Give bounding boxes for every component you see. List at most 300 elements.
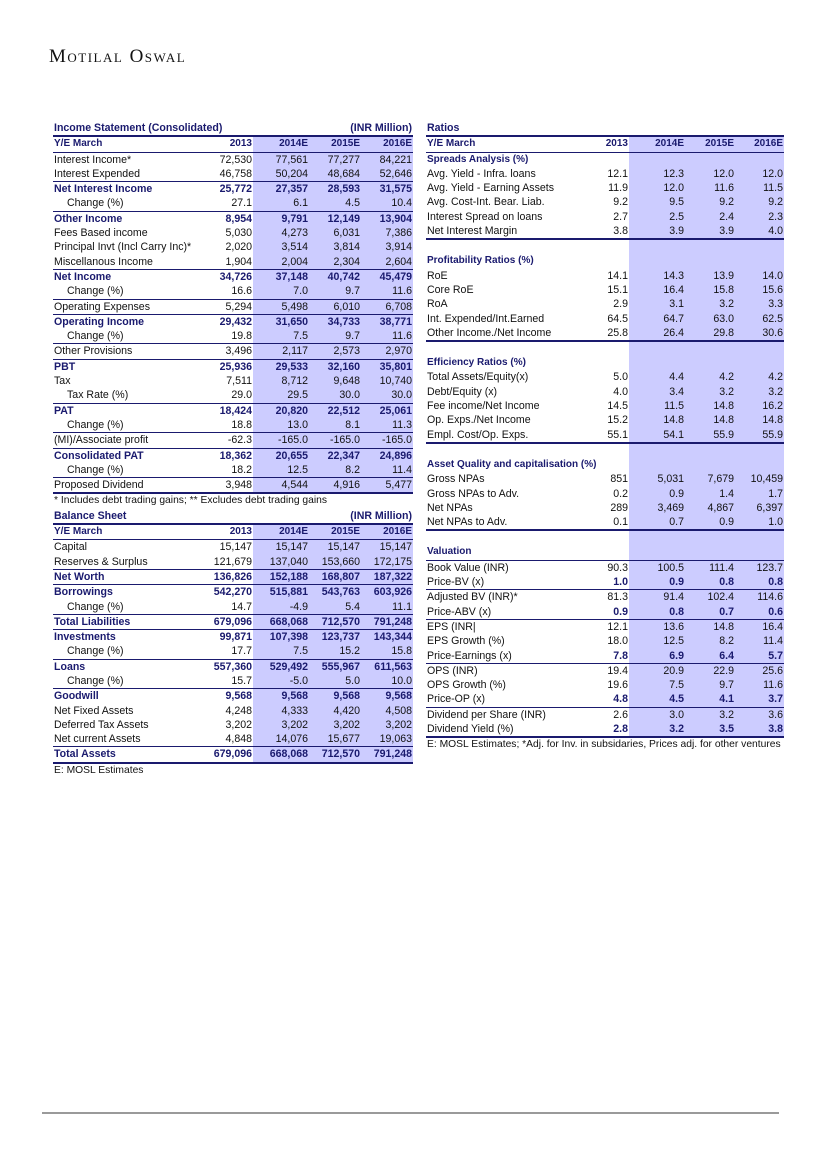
spacer-cell	[685, 239, 735, 254]
column-header-year: 2016E	[735, 136, 784, 152]
row-label: RoA	[427, 298, 448, 311]
table-row	[53, 433, 413, 448]
section-title: Balance Sheet	[53, 509, 309, 524]
row-value: 137,040	[253, 555, 309, 570]
column-header-row	[426, 136, 784, 152]
table-row	[426, 428, 784, 443]
table-row	[53, 448, 413, 463]
row-value: 9.5	[629, 195, 685, 209]
row-value: 9.7	[309, 284, 361, 299]
row-value: 12.0	[685, 167, 735, 181]
row-value: 0.9	[629, 575, 685, 590]
spacer-cell	[735, 545, 784, 560]
row-value: 15.7	[231, 674, 252, 687]
table-row	[426, 283, 784, 297]
section-header: Spreads Analysis (%)	[427, 153, 529, 165]
row-value: 4.2	[685, 370, 735, 384]
row-value: 77,277	[309, 152, 361, 167]
row-value: 11.6	[685, 181, 735, 195]
row-value: 4.5	[309, 196, 361, 211]
row-label: Loans	[53, 659, 203, 674]
row-value: 15.8	[685, 283, 735, 297]
spacer-row	[426, 341, 784, 356]
row-value: 5.4	[309, 600, 361, 615]
footnote: E: MOSL Estimates	[54, 764, 144, 776]
footnote-row	[53, 493, 413, 508]
row-value: 679,096	[203, 747, 253, 763]
row-value: 3.1	[629, 297, 685, 311]
ratios-title-row	[426, 121, 784, 136]
row-value: 2.5	[629, 210, 685, 224]
row-value: 25.8	[578, 326, 629, 341]
row-value: 90.3	[578, 560, 629, 575]
row-value: -5.0	[253, 674, 309, 689]
row-value: 72,530	[219, 153, 252, 166]
column-header-year: 2014E	[253, 136, 309, 152]
spacer-cell	[578, 443, 629, 458]
row-value: 16.6	[231, 285, 252, 298]
column-header-year: 2013	[203, 524, 253, 540]
row-value: 7,386	[361, 226, 413, 240]
row-value: 0.9	[685, 515, 735, 530]
row-value: 35,801	[361, 359, 413, 374]
row-label: Book Value (INR)	[426, 560, 578, 575]
table-row	[53, 732, 413, 747]
row-value: 3,202	[361, 718, 413, 732]
row-label: Other Income./Net Income	[426, 326, 578, 341]
row-value: 22.9	[685, 663, 735, 678]
table-row	[53, 659, 413, 674]
row-value: 14.8	[735, 413, 784, 427]
row-label: Goodwill	[53, 689, 203, 704]
row-value: 11.3	[361, 418, 413, 433]
table-row	[53, 269, 413, 284]
spacer-cell	[629, 239, 685, 254]
table-row	[53, 403, 413, 418]
row-value: 4,867	[685, 501, 735, 515]
row-value: 5,031	[629, 472, 685, 486]
row-value: 4,420	[309, 704, 361, 718]
row-value: 2.3	[735, 210, 784, 224]
row-value: 121,679	[213, 555, 252, 568]
row-value: 15.2	[607, 414, 628, 427]
row-value: 2,573	[309, 344, 361, 359]
row-label: Other Provisions	[53, 344, 203, 359]
row-value: 289	[610, 501, 628, 514]
row-value: 18.8	[231, 418, 252, 431]
row-label: Reserves & Surplus	[54, 555, 148, 568]
row-value: 14.3	[629, 269, 685, 283]
spacer-row	[426, 443, 784, 458]
row-value: 2,004	[253, 255, 309, 270]
income-statement-table	[53, 121, 413, 778]
row-value: 2,117	[253, 344, 309, 359]
row-value: 8.2	[685, 634, 735, 648]
row-value: 3,514	[253, 240, 309, 254]
row-label: Fees Based income	[54, 227, 148, 240]
row-value: 40,742	[309, 269, 361, 284]
row-value: 5.0	[309, 674, 361, 689]
row-value: 9,568	[309, 689, 361, 704]
table-row	[53, 418, 413, 433]
row-label: Avg. Yield - Earning Assets	[427, 182, 555, 195]
row-value: 15.8	[361, 644, 413, 659]
row-value: 10,459	[735, 472, 784, 486]
column-header-label: Y/E March	[426, 136, 578, 152]
table-row	[426, 181, 784, 195]
row-value: 29.0	[231, 389, 252, 402]
row-value: 55.9	[735, 428, 784, 443]
row-value: 77,561	[253, 152, 309, 167]
row-value: 16.2	[735, 399, 784, 413]
table-row	[426, 399, 784, 413]
spacer-cell	[735, 356, 784, 370]
row-value: 3.8	[735, 722, 784, 737]
row-value: 99,871	[203, 630, 253, 645]
row-label: Dividend per Share (INR)	[426, 707, 578, 722]
row-value: 3.7	[735, 692, 784, 707]
row-value: 27,357	[253, 182, 309, 197]
spacer-cell	[735, 254, 784, 268]
spacer-cell	[578, 530, 629, 545]
row-value: 3.3	[735, 297, 784, 311]
spacer-cell	[629, 152, 685, 167]
table-row	[426, 385, 784, 399]
row-value: 24,896	[361, 448, 413, 463]
row-label: Gross NPAs to Adv.	[427, 487, 520, 500]
row-value: 64.7	[629, 312, 685, 326]
row-label: Change (%)	[67, 463, 124, 476]
row-label: Other Income	[53, 211, 203, 226]
balance-sheet-title-row	[53, 509, 413, 524]
row-value: 8,712	[253, 374, 309, 388]
spacer-cell	[629, 341, 685, 356]
spacer-cell	[578, 239, 629, 254]
table-row	[426, 312, 784, 326]
row-label: Interest Expended	[54, 167, 140, 180]
row-value: 557,360	[203, 659, 253, 674]
row-value: 0.9	[613, 605, 628, 618]
row-value: 3.2	[685, 707, 735, 722]
row-label: Change (%)	[67, 197, 124, 210]
row-value: 7,511	[226, 375, 252, 388]
row-value: 10,740	[361, 374, 413, 388]
spacer-cell	[735, 341, 784, 356]
row-value: 91.4	[629, 590, 685, 605]
spacer-cell	[685, 341, 735, 356]
row-value: 3.9	[685, 224, 735, 239]
row-value: 1.0	[735, 515, 784, 530]
row-value: 81.3	[578, 590, 629, 605]
row-label: Net Fixed Assets	[54, 704, 134, 717]
row-value: 712,570	[309, 747, 361, 763]
row-value: 15.2	[309, 644, 361, 659]
table-row	[53, 152, 413, 167]
row-label: Tax	[54, 375, 71, 388]
row-value: 17.7	[231, 645, 252, 658]
row-value: 48,684	[309, 167, 361, 182]
row-value: 14,076	[253, 732, 309, 747]
row-value: 6.1	[253, 196, 309, 211]
row-value: 31,575	[361, 182, 413, 197]
table-row	[53, 689, 413, 704]
table-row	[426, 605, 784, 620]
row-value: 187,322	[361, 569, 413, 584]
spacer-row	[426, 239, 784, 254]
table-row	[53, 388, 413, 403]
row-value: 791,248	[361, 747, 413, 763]
row-value: 7.0	[253, 284, 309, 299]
row-value: 3.5	[685, 722, 735, 737]
row-value: 32,160	[309, 359, 361, 374]
row-value: 7.5	[253, 329, 309, 344]
column-header-year: 2015E	[309, 524, 361, 540]
column-header-year: 2015E	[685, 136, 735, 152]
row-value: 18.2	[231, 463, 252, 476]
table-row	[426, 487, 784, 501]
row-label: Operating Expenses	[53, 299, 203, 314]
row-value: -165.0	[309, 433, 361, 448]
row-label: Adjusted BV (INR)*	[426, 590, 578, 605]
row-label: Empl. Cost/Op. Exps.	[426, 428, 578, 443]
row-value: 29,533	[253, 359, 309, 374]
row-value: 14.0	[735, 269, 784, 283]
row-value: 55.1	[578, 428, 629, 443]
row-value: 0.1	[578, 515, 629, 530]
row-value: 22,347	[309, 448, 361, 463]
row-value: 123,737	[309, 630, 361, 645]
row-label: Investments	[53, 630, 203, 645]
row-value: 20.9	[629, 663, 685, 678]
row-value: 0.8	[735, 575, 784, 590]
row-value: 3.2	[685, 297, 735, 311]
footnote: * Includes debt trading gains; ** Excludes debt trading gains	[54, 495, 328, 507]
section-title: Income Statement (Consolidated)	[53, 121, 309, 136]
row-value: 6.9	[629, 649, 685, 664]
table-row	[53, 747, 413, 763]
column-header-label: Y/E March	[53, 136, 203, 152]
row-value: 52,646	[361, 167, 413, 182]
row-value: 555,967	[309, 659, 361, 674]
row-value: 9,791	[253, 211, 309, 226]
table-row	[53, 463, 413, 478]
spacer-cell	[629, 254, 685, 268]
table-row	[426, 707, 784, 722]
row-value: 2,304	[309, 255, 361, 270]
row-value: 3,202	[253, 718, 309, 732]
row-value: 3.8	[578, 224, 629, 239]
column-header-year: 2016E	[361, 524, 413, 540]
row-value: 30.0	[309, 388, 361, 403]
row-value: 4.1	[685, 692, 735, 707]
row-value: 8,954	[203, 211, 253, 226]
row-value: 791,248	[361, 614, 413, 629]
column-header-row	[53, 524, 413, 540]
income-statement-title-row	[53, 121, 413, 136]
row-value: 10.4	[361, 196, 413, 211]
row-value: 4.2	[735, 370, 784, 384]
row-value: 16.4	[735, 619, 784, 634]
table-row	[53, 600, 413, 615]
row-label: (MI)/Associate profit	[53, 433, 203, 448]
table-row	[426, 224, 784, 239]
row-label: Net Worth	[53, 569, 203, 584]
spacer-cell	[426, 530, 578, 545]
table-row	[53, 329, 413, 344]
row-value: 13.0	[253, 418, 309, 433]
table-row	[426, 326, 784, 341]
row-value: 55.9	[685, 428, 735, 443]
row-value: 542,270	[203, 585, 253, 600]
section-header-row	[426, 356, 784, 370]
row-value: 143,344	[361, 630, 413, 645]
row-value: 2,970	[361, 344, 413, 359]
row-label: EPS Growth (%)	[427, 635, 505, 648]
row-value: 4.4	[629, 370, 685, 384]
row-value: 2.4	[685, 210, 735, 224]
row-value: 15,147	[309, 540, 361, 555]
row-value: 0.8	[629, 605, 685, 620]
row-label: Change (%)	[67, 600, 124, 613]
spacer-cell	[578, 341, 629, 356]
row-value: 0.7	[685, 605, 735, 620]
row-value: 19.6	[607, 679, 628, 692]
table-row	[426, 692, 784, 707]
row-value: 123.7	[735, 560, 784, 575]
row-label: Miscellanous Income	[54, 255, 153, 268]
spacer-cell	[426, 341, 578, 356]
row-value: 13.6	[629, 619, 685, 634]
row-value: 7,679	[685, 472, 735, 486]
row-value: 31,650	[253, 314, 309, 329]
row-label: Price-ABV (x)	[427, 605, 492, 618]
row-value: 1,904	[225, 255, 252, 268]
row-value: 111.4	[685, 560, 735, 575]
row-value: 12.1	[578, 619, 629, 634]
row-value: 7.8	[613, 649, 628, 662]
row-value: 20,820	[253, 403, 309, 418]
row-label: Dividend Yield (%)	[426, 722, 578, 737]
footer-divider	[42, 1112, 779, 1114]
row-label: Tax Rate (%)	[67, 389, 129, 402]
row-value: 668,068	[253, 614, 309, 629]
row-label: OPS Growth (%)	[427, 679, 506, 692]
row-value: 16.4	[629, 283, 685, 297]
row-value: 4,916	[309, 478, 361, 494]
table-row	[53, 630, 413, 645]
row-value: 14.5	[607, 400, 628, 413]
row-value: 30.6	[735, 326, 784, 341]
row-value: 679,096	[203, 614, 253, 629]
row-value: 3,948	[203, 478, 253, 494]
row-value: 851	[610, 473, 628, 486]
row-value: 12.5	[253, 463, 309, 478]
row-value: 14.8	[685, 399, 735, 413]
row-value: 107,398	[253, 630, 309, 645]
row-value: 11.5	[629, 399, 685, 413]
spacer-cell	[426, 443, 578, 458]
row-value: 136,826	[203, 569, 253, 584]
table-row	[426, 210, 784, 224]
row-value: 100.5	[629, 560, 685, 575]
row-value: 102.4	[685, 590, 735, 605]
row-value: 14.8	[685, 619, 735, 634]
footnote-row	[426, 737, 784, 752]
row-label: OPS (INR)	[426, 663, 578, 678]
table-row	[426, 413, 784, 427]
row-label: Net current Assets	[54, 733, 141, 746]
table-row	[426, 590, 784, 605]
row-value: 0.6	[735, 605, 784, 620]
table-row	[53, 644, 413, 659]
spacer-cell	[629, 458, 685, 472]
column-header-year: 2015E	[309, 136, 361, 152]
row-value: 2.6	[578, 707, 629, 722]
unit-label: (INR Million)	[309, 509, 413, 524]
row-value: 152,188	[253, 569, 309, 584]
section-header: Valuation	[427, 546, 472, 558]
row-value: 0.2	[613, 487, 628, 500]
table-row	[53, 478, 413, 494]
table-row	[53, 167, 413, 182]
row-label: Change (%)	[67, 674, 124, 687]
row-label: Change (%)	[67, 645, 124, 658]
table-row	[53, 226, 413, 240]
spacer-cell	[629, 443, 685, 458]
row-value: 11.6	[361, 284, 413, 299]
row-label: PAT	[53, 403, 203, 418]
spacer-row	[426, 530, 784, 545]
footnote: E: MOSL Estimates; *Adj. for Inv. in subsidaries, Prices adj. for other ventures	[427, 739, 781, 751]
row-value: 84,221	[361, 152, 413, 167]
row-value: 4.0	[613, 385, 628, 398]
table-row	[53, 196, 413, 211]
row-value: 14.7	[231, 600, 252, 613]
row-value: 25,772	[203, 182, 253, 197]
row-value: 5,294	[203, 299, 253, 314]
row-value: 5,498	[253, 299, 309, 314]
row-value: 8.2	[309, 463, 361, 478]
spacer-cell	[685, 458, 735, 472]
row-value: 26.4	[629, 326, 685, 341]
table-row	[53, 299, 413, 314]
spacer-cell	[735, 152, 784, 167]
row-value: 3,202	[309, 718, 361, 732]
row-value: 611,563	[361, 659, 413, 674]
row-value: 12.3	[629, 167, 685, 181]
row-value: 19.4	[578, 663, 629, 678]
table-row	[53, 344, 413, 359]
row-label: Total Liabilities	[53, 614, 203, 629]
row-value: 7.5	[253, 644, 309, 659]
row-value: 7.5	[629, 678, 685, 692]
row-value: 3,814	[309, 240, 361, 254]
row-label: Net Interest Income	[53, 182, 203, 197]
row-value: 9,568	[361, 689, 413, 704]
row-value: 15,147	[361, 540, 413, 555]
row-value: 15,147	[253, 540, 309, 555]
row-label: Change (%)	[67, 330, 124, 343]
row-value: 153,660	[309, 555, 361, 570]
spacer-cell	[629, 545, 685, 560]
row-label: Gross NPAs	[427, 473, 485, 486]
row-value: 9.2	[613, 196, 628, 209]
row-label: Net NPAs	[427, 501, 473, 514]
row-value: 9.7	[309, 329, 361, 344]
row-value: 50,204	[253, 167, 309, 182]
spacer-cell	[629, 530, 685, 545]
column-header-year: 2013	[203, 136, 253, 152]
